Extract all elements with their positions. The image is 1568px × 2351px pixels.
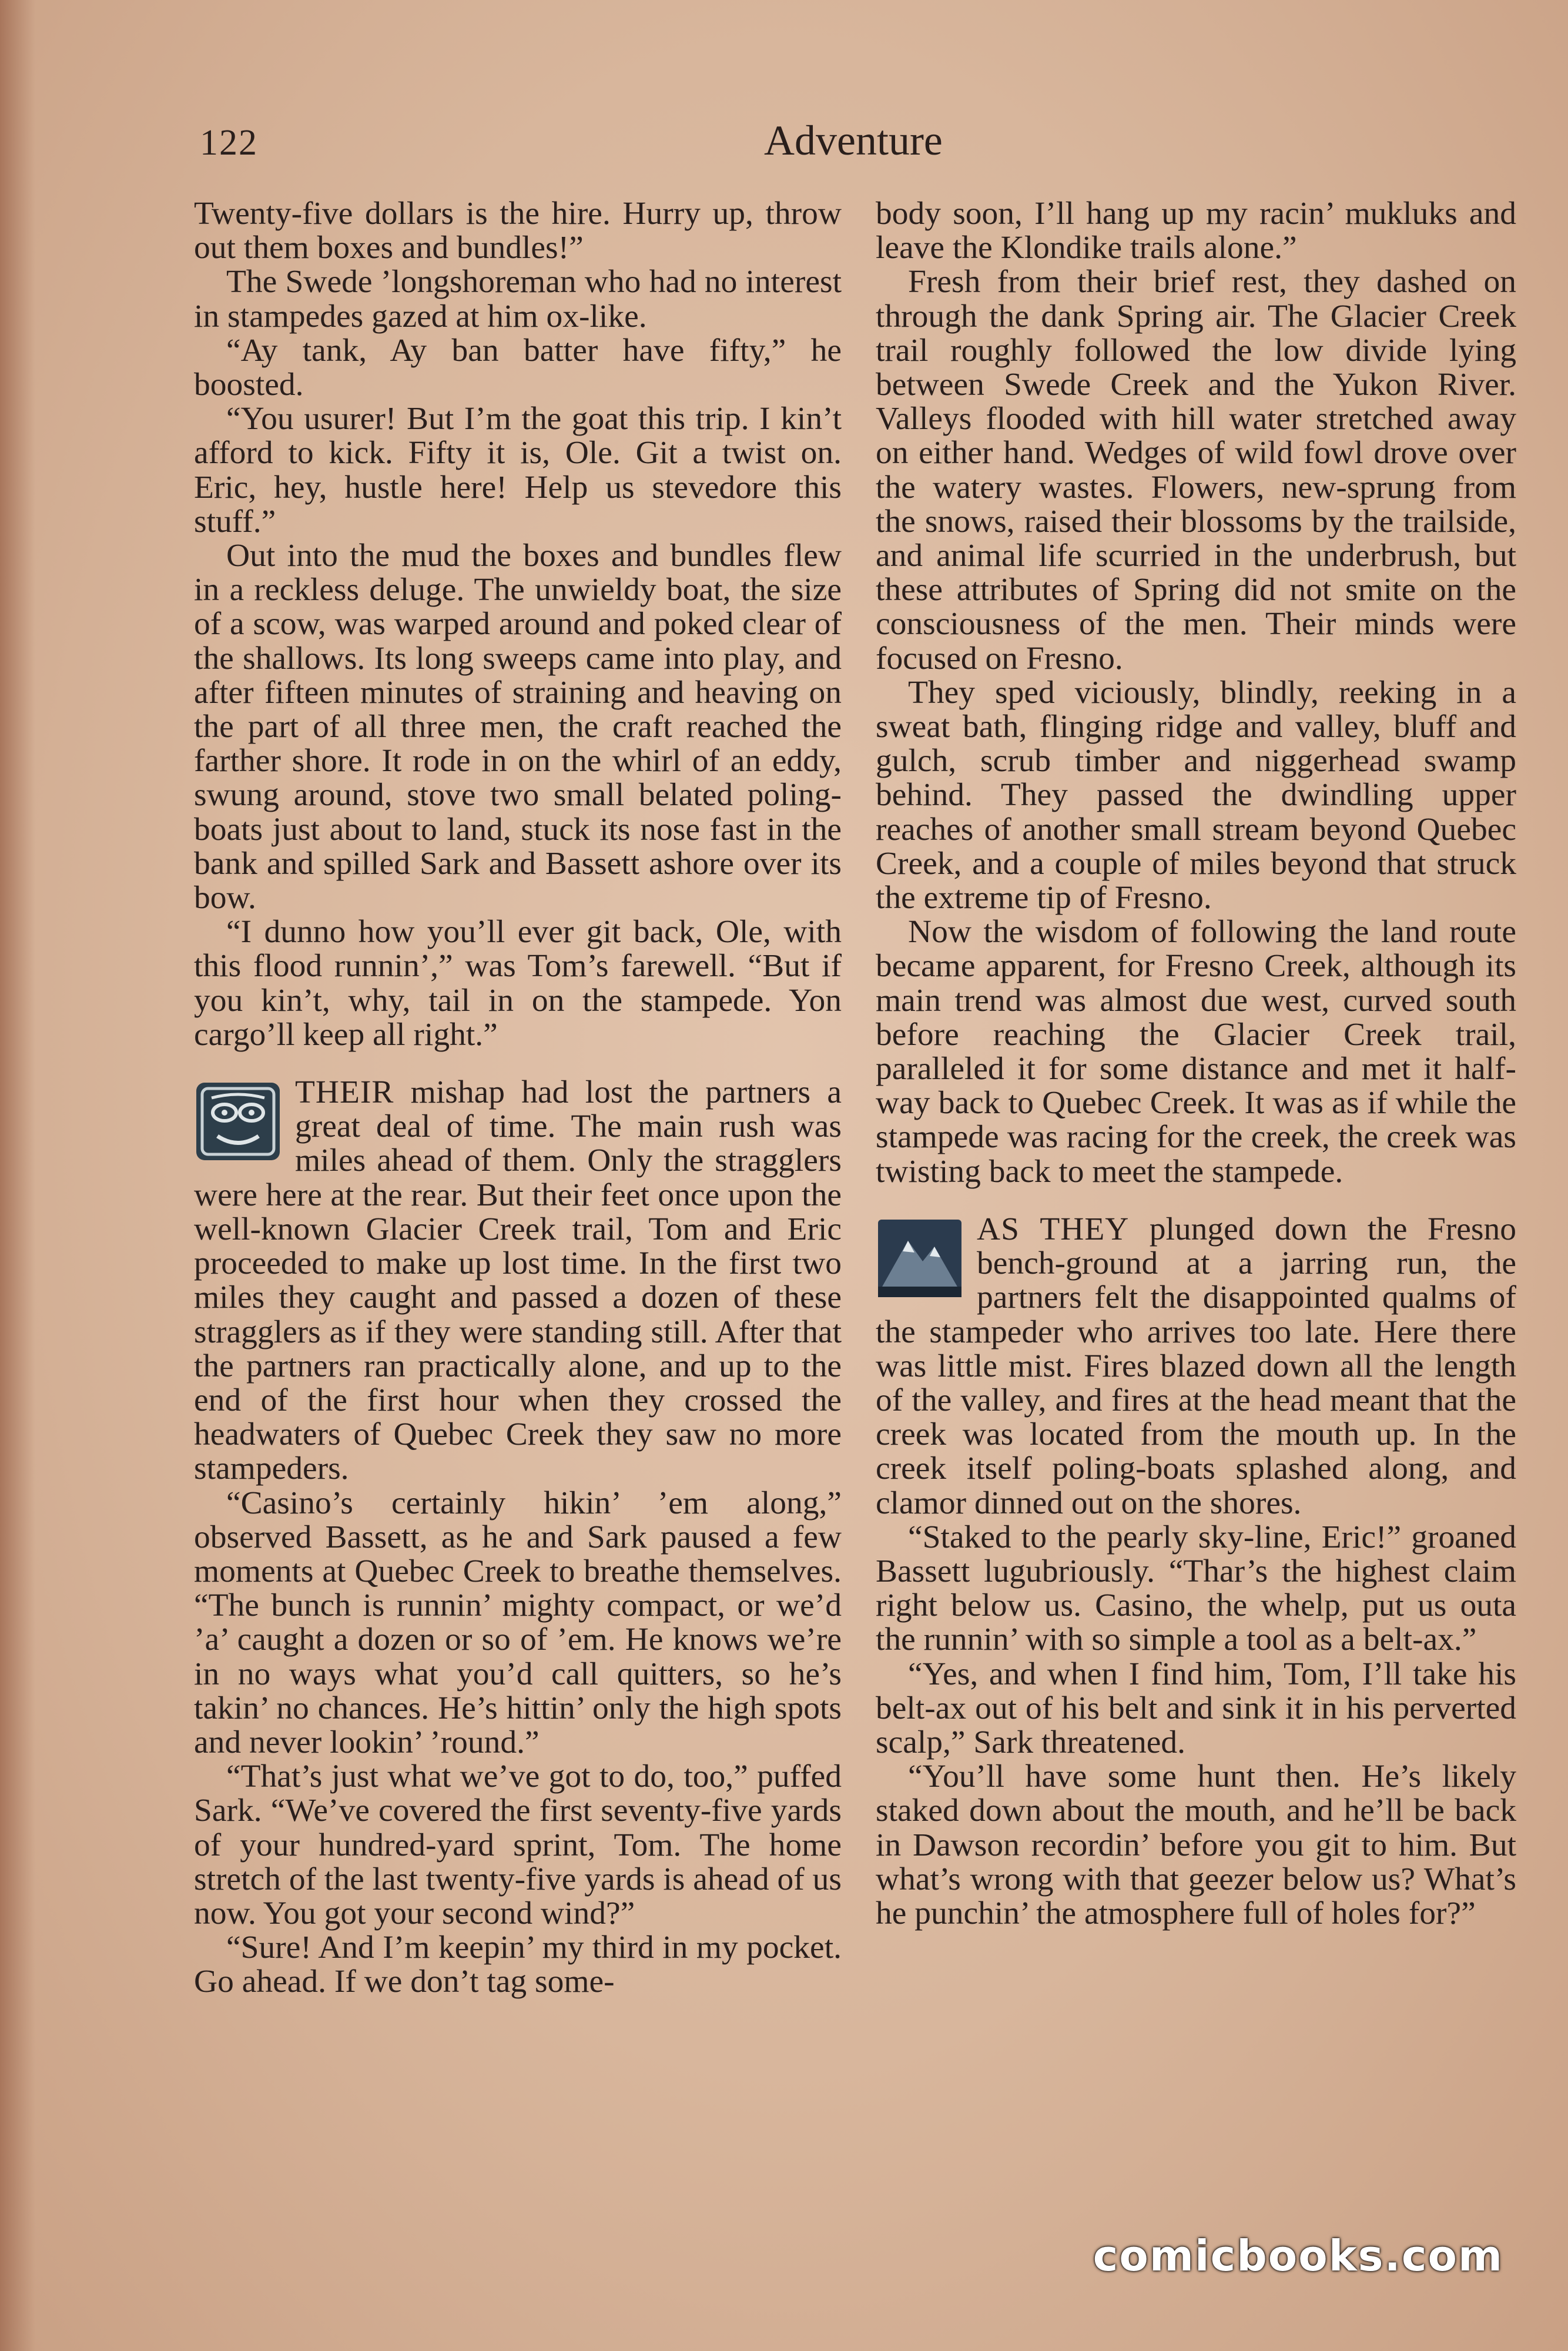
section-break-their — [194, 1076, 842, 1486]
paragraph: “That’s just what we’ve got to do, too,” puffed Sark. “We’ve covered the first seventy-five yards of your hundred-yard sprint, Tom. The home stretch of the last twenty-five yards is ahead of us now. You got your second wind?” — [194, 1759, 842, 1931]
paragraph: “Sure! And I’m keepin’ my third in my pocket. Go ahead. If we don’t tag some- — [194, 1930, 842, 2000]
section-paragraph — [194, 1076, 842, 1486]
section-text: plunged down the Fresno bench-ground at a jarring run, the partners felt the disappointed qualms of the stampeder who arrives too late. Here there was little mist. Fires blazed down all the length of the valley, and fires at the head meant that the creek was located from the mouth up. In the creek itself poling-boats splashed along, and clamor dinned out on the shores. — [876, 1211, 1516, 1521]
paragraph: “Casino’s certainly hikin’ ’em along,” observed Bassett, as he and Sark paused a few moments at Quebec Creek to breathe themselves. “The bunch is runnin’ mighty compact, or we’d ’a’ caught a dozen or so of ’em. He knows we’re in no ways what you’d call quitters, so he’s takin’ no chances. He’s hittin’ only the high spots and never lookin’ ’round.” — [194, 1485, 842, 1760]
section-lead: THEIR — [295, 1074, 394, 1111]
paragraph: Out into the mud the boxes and bundles flew in a reckless deluge. The unwieldy boat, the size of a scow, was warped around and poked clear of the shallows. Its long sweeps came into play, and after fifteen minutes of straining and heaving on the part of all three men, the craft reached the farther shore. It rode in on the whirl of an eddy, swung around, stove two small belated poling-boats just about to land, stuck its nose fast in the bank and spilled Sark and Bassett ashore over its bow. — [194, 538, 842, 916]
paragraph: “You usurer! But I’m the goat this trip. I kin’t afford to kick. Fifty it is, Ole. Git a twist on. Eric, hey, hustle here! Help us stevedore this stuff.” — [194, 401, 842, 540]
section-break-as-they — [876, 1213, 1516, 1521]
paragraph: “Staked to the pearly sky-line, Eric!” groaned Bassett lugubriously. “Thar’s the highest claim right below us. Casino, the whelp, put us outa the runnin’ with so simple a tool as a belt-ax.” — [876, 1519, 1516, 1658]
paragraph: “Ay tank, Ay ban batter have fifty,” he boosted. — [194, 332, 842, 403]
totem-face-icon — [194, 1080, 282, 1163]
paragraph: Fresh from their brief rest, they dashed on through the dank Spring air. The Glacier Creek trail roughly followed the low divide lying between Swede Creek and the Yukon River. Valleys flooded with hill water stretched away on either hand. Wedges of wild fowl drove over the watery wastes. Flowers, new-sprung from the snows, raised their blossoms by the trailside, and animal life scurried in the underbrush, but these attributes of Spring did not smite on the consciousness of the men. Their minds were focused on Fresno. — [876, 264, 1516, 677]
mountain-icon — [876, 1217, 964, 1300]
page-number: 122 — [200, 123, 258, 163]
page-header — [200, 112, 1392, 182]
watermark-text: comicbooks.com — [1093, 2231, 1503, 2280]
paragraph-continuation: body soon, I’ll hang up my racin’ mukluks and leave the Klondike trails alone.” — [876, 196, 1516, 266]
paragraph: They sped viciously, blindly, reeking in a sweat bath, flinging ridge and valley, bluff and gulch, scrub timber and niggerhead swamp behind. They passed the dwindling upper reaches of another small stream beyond Quebec Creek, and a couple of miles beyond that struck the extreme tip of Fresno. — [876, 674, 1516, 916]
left-column — [194, 197, 842, 2000]
running-head: Adventure — [764, 117, 943, 164]
paragraph: Twenty-five dollars is the hire. Hurry up, throw out them boxes and bundles!” — [194, 196, 842, 266]
section-paragraph — [876, 1213, 1516, 1521]
paragraph: “I dunno how you’ll ever git back, Ole, with this flood runnin’,” was Tom’s farewell. “But if you kin’t, why, tail in on the stampede. Yon cargo’ll keep all right.” — [194, 914, 842, 1053]
section-lead: AS THEY — [977, 1211, 1130, 1247]
section-text: mishap had lost the partners a great deal of time. The main rush was miles ahead of them. Only the stragglers were here at the rear. But their feet once upon the well-known Glacier Creek trail, Tom and Eric proceeded to make up lost time. In the first two miles they caught and passed a dozen of these stragglers as if they were standing still. After that the partners ran practically alone, and up to the end of the first hour when they crossed the headwaters of Quebec Creek they saw no more stampeders. — [194, 1074, 842, 1487]
paragraph: “Yes, and when I find him, Tom, I’ll take his belt-ax out of his belt and sink it in his perverted scalp,” Sark threatened. — [876, 1656, 1516, 1760]
right-column — [876, 197, 1516, 1931]
page-edge-shadow — [0, 0, 35, 2351]
paragraph: The Swede ’longshoreman who had no interest in stampedes gazed at him ox-like. — [194, 264, 842, 334]
paragraph: Now the wisdom of following the land route became apparent, for Fresno Creek, although its main trend was almost due west, curved south before reaching the Glacier Creek trail, paralleled it for some distance and met it half-way back to Quebec Creek. It was as if while the stampede was racing for the creek, the creek was twisting back to meet the stampede. — [876, 914, 1516, 1190]
paragraph: “You’ll have some hunt then. He’s likely staked down about the mouth, and he’ll be back in Dawson recordin’ before you git to him. But what’s wrong with that geezer below us? What’s he punchin’ the atmosphere full of holes for?” — [876, 1759, 1516, 1931]
